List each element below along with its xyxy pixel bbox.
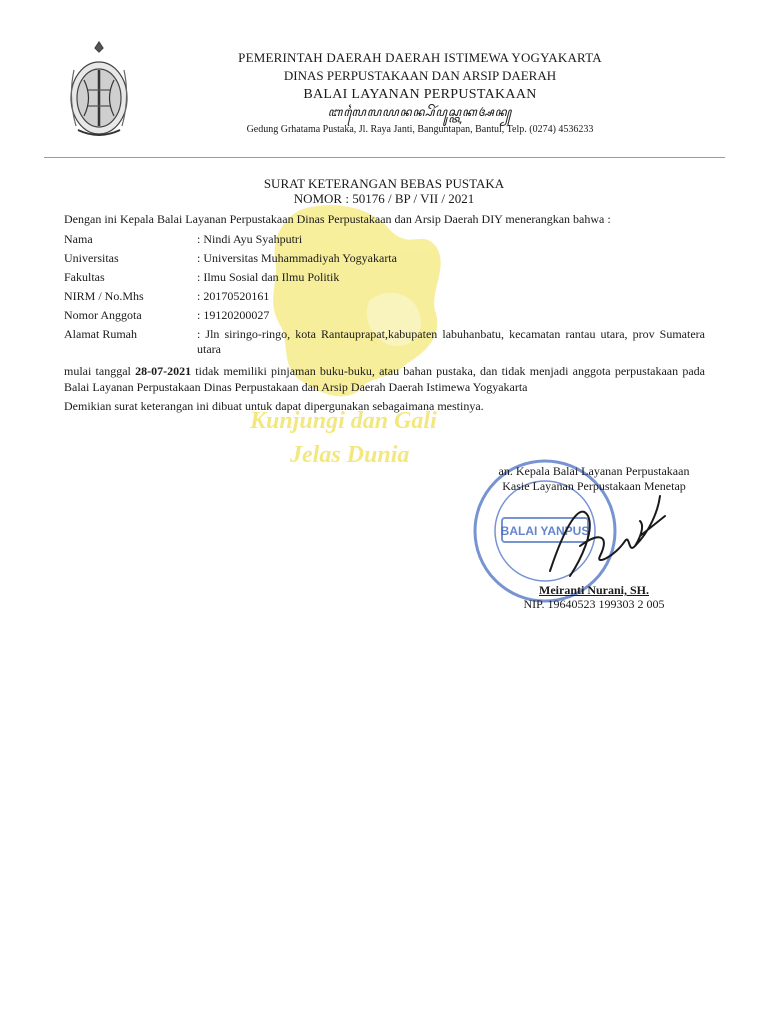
closing-sentence: Demikian surat keterangan ini dibuat untuk dapat dipergunakan sebagaimana mestinya.	[64, 399, 484, 413]
field-label: Alamat Rumah	[64, 327, 137, 341]
signature-on-behalf: an. Kepala Balai Layanan Perpustakaan	[498, 464, 690, 478]
field-row	[64, 232, 705, 251]
field-row	[64, 270, 705, 289]
field-row	[64, 289, 705, 308]
watermark-line2: Jelas Dunia	[290, 442, 410, 468]
field-row	[64, 327, 705, 363]
stamp-label: BALAI YANPUS	[500, 524, 590, 538]
field-value: : 19120200027	[197, 308, 270, 322]
letterhead-government: PEMERINTAH DAERAH DAERAH ISTIMEWA YOGYAKARTA	[238, 50, 602, 65]
field-row	[64, 251, 705, 270]
letterhead-address: Gedung Grhatama Pustaka, Jl. Raya Janti, Banguntapan, Bantul, Telp. (0274) 4536233	[246, 124, 594, 135]
statement-prefix: mulai tanggal	[64, 364, 136, 378]
signature-position: Kasie Layanan Perpustakaan Menetap	[502, 479, 686, 493]
signer-nip: NIP. 19640523 199303 2 005	[523, 597, 665, 611]
identity-fields	[64, 232, 705, 363]
field-label: Nama	[64, 232, 93, 246]
statement-date: 28-07-2021	[135, 364, 192, 378]
field-value: : Ilmu Sosial dan Ilmu Politik	[197, 270, 340, 284]
field-label: Fakultas	[64, 270, 105, 284]
field-value: : Universitas Muhammadiyah Yogyakarta	[197, 251, 397, 265]
letter-intro: Dengan ini Kepala Balai Layanan Perpustakaan Dinas Perpustakaan dan Arsip Daerah DIY menerangkan bahwa :	[64, 212, 611, 226]
header-divider	[44, 157, 725, 158]
handwritten-signature-icon	[540, 486, 670, 586]
field-label: NIRM / No.Mhs	[64, 289, 144, 303]
statement-paragraph	[64, 363, 705, 395]
signer-name: Meiranti Nurani, SH.	[539, 583, 649, 597]
letterhead-javanese-script: ꦧꦭꦻꦭꦪꦤꦤ꧀ꦥꦼꦂꦥꦸꦱ꧀ꦠꦏꦄꦤ꧀	[327, 105, 513, 119]
letter-title: SURAT KETERANGAN BEBAS PUSTAKA	[263, 176, 505, 191]
letter-number: NOMOR : 50176 / BP / VII / 2021	[293, 191, 475, 206]
field-row	[64, 308, 705, 327]
letterhead-office: BALAI LAYANAN PERPUSTAKAAN	[303, 87, 537, 102]
field-label: Nomor Anggota	[64, 308, 142, 322]
field-label: Universitas	[64, 251, 119, 265]
watermark-line1: Kunjungi dan Gali	[250, 408, 437, 434]
letterhead	[150, 49, 690, 137]
field-value: : 20170520161	[197, 289, 270, 303]
letterhead-department: DINAS PERPUSTAKAAN DAN ARSIP DAERAH	[283, 68, 557, 83]
coat-of-arms-icon	[66, 40, 132, 142]
statement-suffix: tidak memiliki pinjaman buku-buku, atau bahan pustaka, dan tidak menjadi anggota perpustakaan pada Balai Layanan Perpustakaan Dinas Perpustakaan dan Arsip Daerah Daerah Istimewa Yogyakarta	[64, 364, 706, 394]
field-value: : Nindi Ayu Syahputri	[197, 232, 303, 246]
field-value: : Jln siringo-ringo, kota Rantauprapat,kabupaten labuhanbatu, kecamatan rantau utara, prov Sumatera utara	[197, 327, 705, 356]
